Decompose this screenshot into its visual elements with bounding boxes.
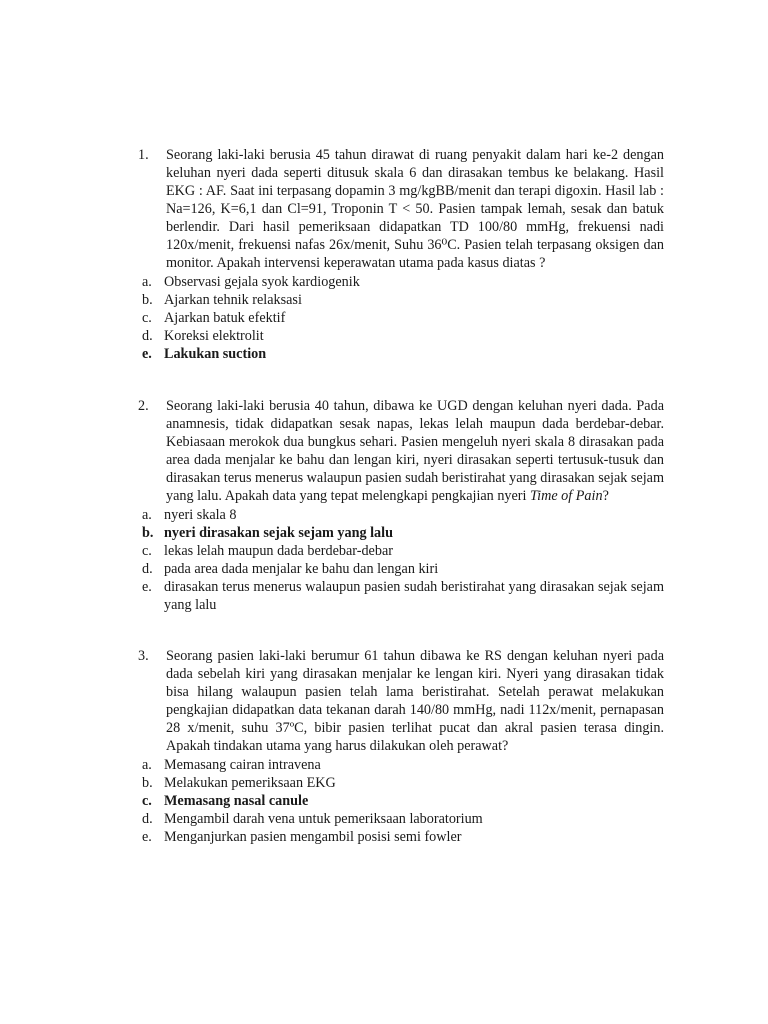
option-c: [138, 542, 664, 560]
question-number: 3.: [138, 648, 149, 664]
option-text: Menganjurkan pasien mengambil posisi semi fowler: [164, 829, 462, 845]
option-a: [138, 273, 664, 291]
option-c-correct-answer: [138, 792, 664, 810]
answer-options: [138, 756, 664, 846]
option-text: Memasang nasal canule: [164, 793, 309, 809]
option-text: Observasi gejala syok kardiogenik: [164, 274, 360, 290]
option-d: [138, 327, 664, 345]
option-text: dirasakan terus menerus walaupun pasien sudah beristirahat yang dirasakan sejak sejam yang lalu: [164, 579, 664, 613]
option-letter: a.: [142, 757, 152, 773]
option-text: Ajarkan tehnik relaksasi: [164, 292, 302, 308]
option-b: [138, 291, 664, 309]
question-text: Seorang laki-laki berusia 45 tahun dirawat di ruang penyakit dalam hari ke-2 dengan keluhan nyeri dada seperti ditusuk skala 6 dan dirasakan tembus ke belakang. Hasil EKG : AF. Saat ini terpasang dopamin 3 mg/kgBB/menit dan terapi digoxin. Hasil lab : Na=126, K=6,1 dan Cl=91, Troponin T < 50. Pasien tampak lemah, sesak dan batuk berlendir. Dari hasil pemeriksaan didapatkan TD 100/80 mmHg, frekuensi nadi 120x/menit, frekuensi nafas 26x/menit, Suhu 36⁰C. Pasien telah terpasang oksigen dan monitor. Apakah intervensi keperawatan utama pada kasus diatas ?: [166, 147, 664, 271]
option-d: [138, 810, 664, 828]
option-b: [138, 774, 664, 792]
question-1: [138, 146, 664, 363]
option-letter: e.: [142, 829, 152, 845]
option-letter: e.: [142, 346, 152, 362]
question-2: [138, 397, 664, 614]
option-letter: c.: [142, 310, 152, 326]
option-letter: b.: [142, 525, 154, 541]
question-3: [138, 647, 664, 846]
option-text: Ajarkan batuk efektif: [164, 310, 286, 326]
option-letter: d.: [142, 328, 153, 344]
option-b-correct-answer: [138, 524, 664, 542]
option-text: Mengambil darah vena untuk pemeriksaan laboratorium: [164, 811, 483, 827]
option-d: [138, 560, 664, 578]
option-text: nyeri dirasakan sejak sejam yang lalu: [164, 525, 393, 541]
option-text: nyeri skala 8: [164, 507, 237, 523]
option-letter: a.: [142, 274, 152, 290]
option-text: Melakukan pemeriksaan EKG: [164, 775, 336, 791]
option-a: [138, 756, 664, 774]
option-a: [138, 506, 664, 524]
answer-options: [138, 506, 664, 614]
option-letter: c.: [142, 543, 152, 559]
option-text: lekas lelah maupun dada berdebar-debar: [164, 543, 393, 559]
option-letter: d.: [142, 811, 153, 827]
option-letter: a.: [142, 507, 152, 523]
option-e-correct-answer: [138, 345, 664, 363]
question-text: Seorang pasien laki-laki berumur 61 tahun dibawa ke RS dengan keluhan nyeri pada dada sebelah kiri yang dirasakan menjalar ke lengan kiri. Nyeri yang dirasakan tidak bisa hilang walaupun pasien telah lama beristirahat. Setelah perawat melakukan pengkajian didapatkan data tekanan darah 140/80 mmHg, nadi 112x/menit, pernapasan 28 x/menit, suhu 37ºC, bibir pasien terlihat pucat dan akral pasien terasa dingin. Apakah tindakan utama yang harus dilakukan oleh perawat?: [166, 648, 664, 754]
option-text: Lakukan suction: [164, 346, 267, 362]
question-number: 2.: [138, 398, 149, 414]
question-text: [166, 397, 664, 505]
option-text: Memasang cairan intravena: [164, 757, 321, 773]
option-text: pada area dada menjalar ke bahu dan lengan kiri: [164, 561, 439, 577]
option-letter: d.: [142, 561, 153, 577]
question-stem: [138, 397, 664, 505]
question-text-emphasis: Time of Pain: [530, 488, 603, 504]
option-e: [138, 578, 664, 614]
option-letter: b.: [142, 775, 153, 791]
question-text-main: Seorang laki-laki berusia 40 tahun, dibawa ke UGD dengan keluhan nyeri dada. Pada anamnesis, tidak didapatkan sesak napas, lekas lelah maupun dada berdebar-debar. Kebiasaan merokok dua bungkus sehari. Pasien mengeluh nyeri skala 8 dirasakan pada area dada menjalar ke bahu dan lengan kiri, nyeri dirasakan seperti tertusuk-tusuk dan dirasakan terus menerus walaupun pasien sudah beristirahat yang dirasakan sejak sejam yang lalu. Apakah data yang tepat melengkapi pengkajian nyeri: [166, 398, 664, 504]
option-letter: b.: [142, 292, 153, 308]
answer-options: [138, 273, 664, 363]
option-e: [138, 828, 664, 846]
question-stem: [138, 146, 664, 272]
option-letter: e.: [142, 579, 152, 595]
question-stem: [138, 647, 664, 755]
option-letter: c.: [142, 793, 152, 809]
option-c: [138, 309, 664, 327]
question-text-end: ?: [602, 488, 609, 504]
option-text: Koreksi elektrolit: [164, 328, 264, 344]
question-number: 1.: [138, 147, 149, 163]
